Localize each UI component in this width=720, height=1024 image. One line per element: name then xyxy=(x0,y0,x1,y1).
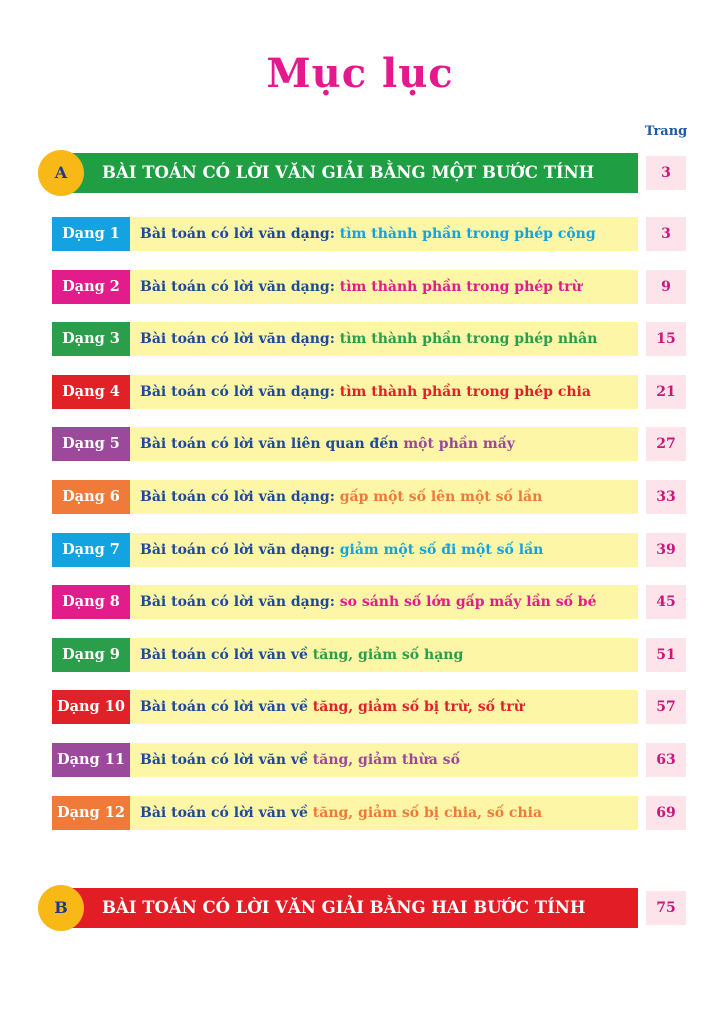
row-title-highlight: một phần mấy xyxy=(403,436,515,452)
row-title-prefix: Bài toán có lời văn dạng: xyxy=(140,489,335,505)
row-label: Dạng 11 xyxy=(52,743,130,777)
row-label: Dạng 12 xyxy=(52,796,130,830)
row-title xyxy=(140,322,597,356)
row-label: Dạng 8 xyxy=(52,585,130,619)
row-label: Dạng 6 xyxy=(52,480,130,514)
row-title-prefix: Bài toán có lời văn dạng: xyxy=(140,384,335,400)
toc-row[interactable] xyxy=(52,585,638,619)
row-title-prefix: Bài toán có lời văn liên quan đến xyxy=(140,436,399,452)
section-b-badge: B xyxy=(38,885,84,931)
row-title-prefix: Bài toán có lời văn về xyxy=(140,805,308,821)
row-title xyxy=(140,690,524,724)
row-title xyxy=(140,375,591,409)
row-title-highlight: giảm một số đi một số lần xyxy=(339,542,544,558)
page-title: Mục lục xyxy=(266,50,454,97)
row-title xyxy=(140,217,596,251)
section-b-title: BÀI TOÁN CÓ LỜI VĂN GIẢI BẰNG HAI BƯỚC TÍNH xyxy=(102,898,586,917)
section-a-bar[interactable] xyxy=(60,153,638,193)
row-page-number: 33 xyxy=(646,480,686,514)
row-title-prefix: Bài toán có lời văn về xyxy=(140,699,308,715)
row-title-highlight: tăng, giảm số bị trừ, số trừ xyxy=(312,699,524,715)
row-title xyxy=(140,533,543,567)
row-title-highlight: tìm thành phần trong phép chia xyxy=(339,384,591,400)
toc-row[interactable] xyxy=(52,743,638,777)
row-page-number: 57 xyxy=(646,690,686,724)
row-title-highlight: tăng, giảm số hạng xyxy=(312,647,464,663)
page-column-header: Trang xyxy=(644,124,688,139)
row-title xyxy=(140,796,542,830)
section-a-title: BÀI TOÁN CÓ LỜI VĂN GIẢI BẰNG MỘT BƯỚC TÍNH xyxy=(102,163,595,182)
row-title-prefix: Bài toán có lời văn về xyxy=(140,752,308,768)
row-label: Dạng 2 xyxy=(52,270,130,304)
toc-row[interactable] xyxy=(52,322,638,356)
row-title xyxy=(140,743,460,777)
row-title-highlight: tìm thành phần trong phép nhân xyxy=(339,331,598,347)
row-title-highlight: gấp một số lên một số lần xyxy=(339,489,543,505)
row-label: Dạng 4 xyxy=(52,375,130,409)
row-label: Dạng 10 xyxy=(52,690,130,724)
section-b-bar[interactable] xyxy=(60,888,638,928)
row-title-prefix: Bài toán có lời văn dạng: xyxy=(140,331,335,347)
row-label: Dạng 7 xyxy=(52,533,130,567)
section-b-page: 75 xyxy=(646,891,686,925)
row-title-prefix: Bài toán có lời văn dạng: xyxy=(140,279,335,295)
toc-row[interactable] xyxy=(52,217,638,251)
row-title-highlight: tăng, giảm thừa số xyxy=(312,752,460,768)
row-label: Dạng 9 xyxy=(52,638,130,672)
row-page-number: 27 xyxy=(646,427,686,461)
row-title xyxy=(140,270,582,304)
toc-row[interactable] xyxy=(52,375,638,409)
row-title xyxy=(140,638,463,672)
row-title-prefix: Bài toán có lời văn dạng: xyxy=(140,594,335,610)
toc-row[interactable] xyxy=(52,427,638,461)
row-page-number: 45 xyxy=(646,585,686,619)
row-page-number: 69 xyxy=(646,796,686,830)
section-a-page: 3 xyxy=(646,156,686,190)
row-page-number: 15 xyxy=(646,322,686,356)
row-title-highlight: tìm thành phần trong phép trừ xyxy=(339,279,582,295)
row-title-highlight: tăng, giảm số bị chia, số chia xyxy=(312,805,543,821)
row-page-number: 21 xyxy=(646,375,686,409)
toc-row[interactable] xyxy=(52,796,638,830)
toc-row[interactable] xyxy=(52,638,638,672)
row-label: Dạng 5 xyxy=(52,427,130,461)
row-page-number: 3 xyxy=(646,217,686,251)
row-title xyxy=(140,585,596,619)
toc-row[interactable] xyxy=(52,533,638,567)
row-title-prefix: Bài toán có lời văn về xyxy=(140,647,308,663)
toc-row[interactable] xyxy=(52,690,638,724)
row-title xyxy=(140,427,515,461)
row-page-number: 39 xyxy=(646,533,686,567)
row-label: Dạng 3 xyxy=(52,322,130,356)
section-a-badge: A xyxy=(38,150,84,196)
toc-row[interactable] xyxy=(52,270,638,304)
row-page-number: 63 xyxy=(646,743,686,777)
row-label: Dạng 1 xyxy=(52,217,130,251)
row-title-highlight: so sánh số lớn gấp mấy lần số bé xyxy=(339,594,597,610)
row-page-number: 51 xyxy=(646,638,686,672)
toc-row[interactable] xyxy=(52,480,638,514)
row-title-prefix: Bài toán có lời văn dạng: xyxy=(140,226,335,242)
row-title xyxy=(140,480,542,514)
row-title-prefix: Bài toán có lời văn dạng: xyxy=(140,542,335,558)
row-page-number: 9 xyxy=(646,270,686,304)
row-title-highlight: tìm thành phần trong phép cộng xyxy=(339,226,596,242)
